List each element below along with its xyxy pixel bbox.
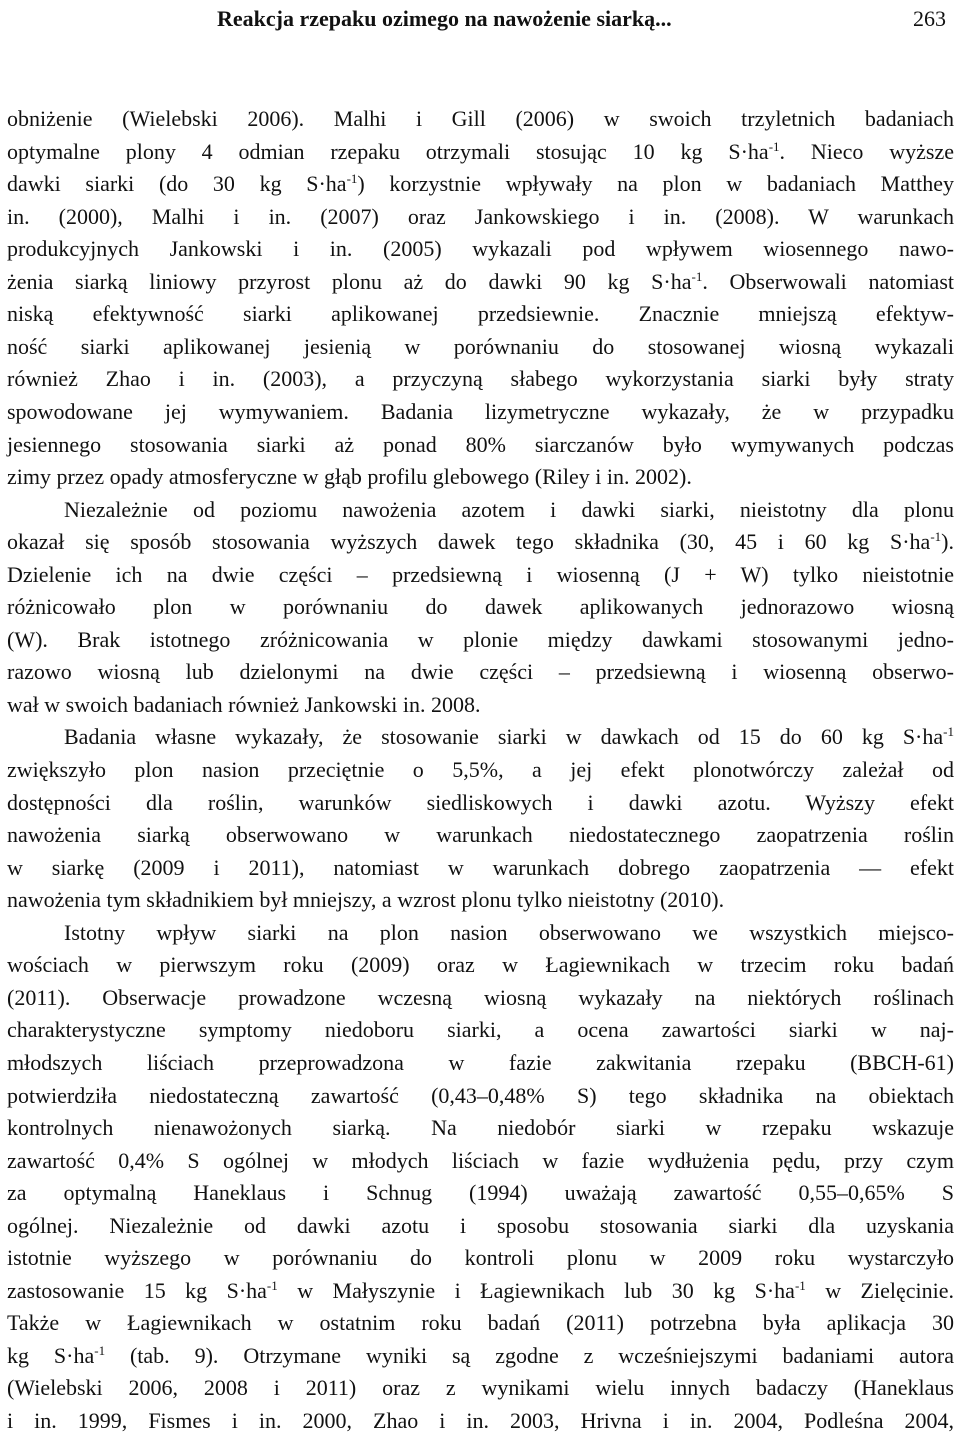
text-span: i in. 1999, Fismes i in. 2000, Zhao i in. 2003, Hrivna i in. 2004, Podleśna 2004, bbox=[7, 1408, 954, 1433]
text-line bbox=[7, 330, 954, 363]
text-line bbox=[7, 428, 954, 461]
superscript: -1 bbox=[266, 1277, 278, 1293]
text-line bbox=[7, 362, 954, 395]
text-span: Dzielenie ich na dwie części – przedsiewną i wiosenną (J + W) tylko nieistotnie bbox=[7, 561, 954, 587]
text-span: ). bbox=[941, 529, 954, 555]
text-span: w Małyszynie i Łagiewnikach lub 30 kg S·ha bbox=[277, 1277, 795, 1303]
page-number: 263 bbox=[913, 6, 946, 31]
text-span: wał w swoich badaniach również Jankowski in. 2008. bbox=[7, 691, 481, 717]
text-span: zwiększyło plon nasion przeciętnie o 5,5%, a jej efekt plonotwórczy zależał od bbox=[7, 757, 954, 782]
running-title: Reakcja rzepaku ozimego na nawożenie siarką... bbox=[217, 6, 672, 31]
text-span: razowo wiosną lub dzielonymi na dwie części – przedsiewną i wiosenną obserwo- bbox=[7, 659, 954, 685]
text-span: charakterystyczne symptomy niedoboru siarki, a ocena zawartości siarki w naj- bbox=[7, 1017, 954, 1043]
text-span: . Nieco wyższe bbox=[779, 138, 954, 164]
text-line bbox=[7, 167, 954, 200]
text-span: (2011). Obserwacje prowadzone wczesną wiosną wykazały na niektórych roślinach bbox=[7, 984, 954, 1010]
text-line bbox=[7, 1404, 954, 1437]
text-span: okazał się sposób stosowania wyższych dawek tego składnika (30, 45 i 60 kg S·ha bbox=[7, 529, 931, 555]
text-span: Badania własne wykazały, że stosowanie siarki w dawkach od 15 do 60 kg S·ha bbox=[64, 724, 944, 750]
text-span: (tab. 9). Otrzymane wyniki są zgodne z wcześniejszymi badaniami autora bbox=[105, 1342, 954, 1368]
text-line bbox=[7, 102, 954, 135]
text-span: kontrolnych nienawożonych siarką. Na niedobór siarki w rzepaku wskazuje bbox=[7, 1115, 954, 1141]
text-span: optymalne plony 4 odmian rzepaku otrzymali stosując 10 kg S·ha bbox=[7, 138, 769, 164]
text-span: (Wielebski 2006, 2008 i 2011) oraz z wynikami wielu innych badaczy (Haneklaus bbox=[7, 1375, 954, 1401]
text-line bbox=[7, 688, 954, 721]
text-line bbox=[7, 981, 954, 1014]
text-span: obniżenie (Wielebski 2006). Malhi i Gill (2006) w swoich trzyletnich badaniach bbox=[7, 106, 954, 131]
text-span: Także w Łagiewnikach w ostatnim roku badań (2011) potrzebna była aplikacja 30 bbox=[7, 1310, 954, 1336]
superscript: -1 bbox=[930, 529, 942, 545]
text-line bbox=[7, 1241, 954, 1274]
text-line bbox=[7, 200, 954, 233]
running-header bbox=[0, 0, 960, 60]
superscript: -1 bbox=[794, 1277, 806, 1293]
text-span: spowodowane jej wymywaniem. Badania lizymetryczne wykazały, że w przypadku bbox=[7, 398, 954, 424]
text-span: niską efektywność siarki aplikowanej przedsiewnie. Znacznie mniejszą efektyw- bbox=[7, 301, 954, 327]
text-span: młodszych liściach przeprowadzona w fazie zakwitania rzepaku (BBCH-61) bbox=[7, 1049, 954, 1075]
text-span: nawożenia siarką obserwowano w warunkach niedostatecznego zaopatrzenia roślin bbox=[7, 822, 954, 848]
text-line bbox=[7, 1013, 954, 1046]
superscript: -1 bbox=[768, 138, 780, 154]
text-span: również Zhao i in. (2003), a przyczyną słabego wykorzystania siarki były straty bbox=[7, 366, 954, 392]
text-line bbox=[7, 232, 954, 265]
text-line bbox=[7, 460, 954, 493]
text-span: różnicowało plon w porównaniu do dawek aplikowanych jednorazowo wiosną bbox=[7, 594, 954, 620]
text-span: zawartość 0,4% S ogólnej w młodych liściach w fazie wydłużenia pędu, przy czym bbox=[7, 1147, 954, 1173]
text-line bbox=[7, 265, 954, 298]
text-span: istotnie wyższego w porównaniu do kontroli plonu w 2009 roku wystarczyło bbox=[7, 1245, 954, 1271]
text-line bbox=[7, 1371, 954, 1404]
text-line bbox=[7, 1339, 954, 1372]
superscript: -1 bbox=[691, 268, 703, 284]
text-span: produkcyjnych Jankowski i in. (2005) wykazali pod wpływem wiosennego nawo- bbox=[7, 236, 954, 262]
text-span: (W). Brak istotnego zróżnicowania w plonie między dawkami stosowanymi jedno- bbox=[7, 626, 954, 652]
text-span: w Zielęcinie. bbox=[805, 1277, 954, 1303]
text-line bbox=[7, 1209, 954, 1242]
text-span: wościach w pierwszym roku (2009) oraz w Łagiewnikach w trzecim roku badań bbox=[7, 952, 954, 978]
text-span: ność siarki aplikowanej jesienią w porównaniu do stosowanej wiosną wykazali bbox=[7, 333, 954, 359]
text-span: za optymalną Haneklaus i Schnug (1994) uważają zawartość 0,55–0,65% S bbox=[7, 1180, 954, 1206]
text-line bbox=[7, 1306, 954, 1339]
text-span: kg S·ha bbox=[7, 1342, 95, 1368]
text-span: ) korzystnie wpływały na plon w badaniach Matthey bbox=[357, 171, 954, 197]
text-span: Istotny wpływ siarki na plon nasion obserwowano we wszystkich miejsco- bbox=[64, 919, 954, 945]
text-line bbox=[7, 1274, 954, 1307]
text-span: jesiennego stosowania siarki aż ponad 80% siarczanów było wymywanych podczas bbox=[7, 431, 954, 457]
text-span: zastosowanie 15 kg S·ha bbox=[7, 1277, 267, 1303]
superscript: -1 bbox=[94, 1342, 106, 1358]
text-line bbox=[7, 851, 954, 884]
text-line bbox=[7, 786, 954, 819]
text-line bbox=[64, 493, 954, 526]
text-line bbox=[7, 297, 954, 330]
text-line bbox=[7, 590, 954, 623]
text-span: żenia siarką liniowy przyrost plonu aż do dawki 90 kg S·ha bbox=[7, 268, 692, 294]
text-line bbox=[7, 818, 954, 851]
text-line bbox=[7, 655, 954, 688]
text-span: . Obserwowali natomiast bbox=[702, 268, 954, 294]
text-span: zimy przez opady atmosferyczne w głąb profilu glebowego (Riley i in. 2002). bbox=[7, 464, 692, 490]
text-line bbox=[7, 525, 954, 558]
text-line bbox=[7, 135, 954, 168]
text-line bbox=[7, 623, 954, 656]
text-line bbox=[7, 1144, 954, 1177]
superscript: -1 bbox=[943, 724, 954, 740]
text-line bbox=[7, 558, 954, 591]
text-span: in. (2000), Malhi i in. (2007) oraz Jankowskiego i in. (2008). W warunkach bbox=[7, 203, 954, 229]
text-span: w siarkę (2009 i 2011), natomiast w warunkach dobrego zaopatrzenia — efekt bbox=[7, 854, 954, 880]
text-span: nawożenia tym składnikiem był mniejszy, a wzrost plonu tylko nieistotny (2010). bbox=[7, 887, 725, 913]
superscript: -1 bbox=[346, 171, 358, 187]
text-span: dostępności dla roślin, warunków siedliskowych i dawki azotu. Wyższy efekt bbox=[7, 789, 954, 815]
text-span: Niezależnie od poziomu nawożenia azotem i dawki siarki, nieistotny dla plonu bbox=[64, 496, 954, 522]
text-line bbox=[64, 720, 954, 753]
text-line bbox=[7, 1079, 954, 1112]
text-span: dawki siarki (do 30 kg S·ha bbox=[7, 171, 347, 197]
text-span: ogólnej. Niezależnie od dawki azotu i sposobu stosowania siarki dla uzyskania bbox=[7, 1212, 954, 1238]
text-line bbox=[7, 948, 954, 981]
text-line bbox=[64, 916, 954, 949]
text-line bbox=[7, 1046, 954, 1079]
text-line bbox=[7, 1176, 954, 1209]
text-line bbox=[7, 883, 954, 916]
text-line bbox=[7, 395, 954, 428]
text-line bbox=[7, 1111, 954, 1144]
text-span: potwierdziła niedostateczną zawartość (0,43–0,48% S) tego składnika na obiektach bbox=[7, 1082, 954, 1108]
text-line bbox=[7, 753, 954, 786]
